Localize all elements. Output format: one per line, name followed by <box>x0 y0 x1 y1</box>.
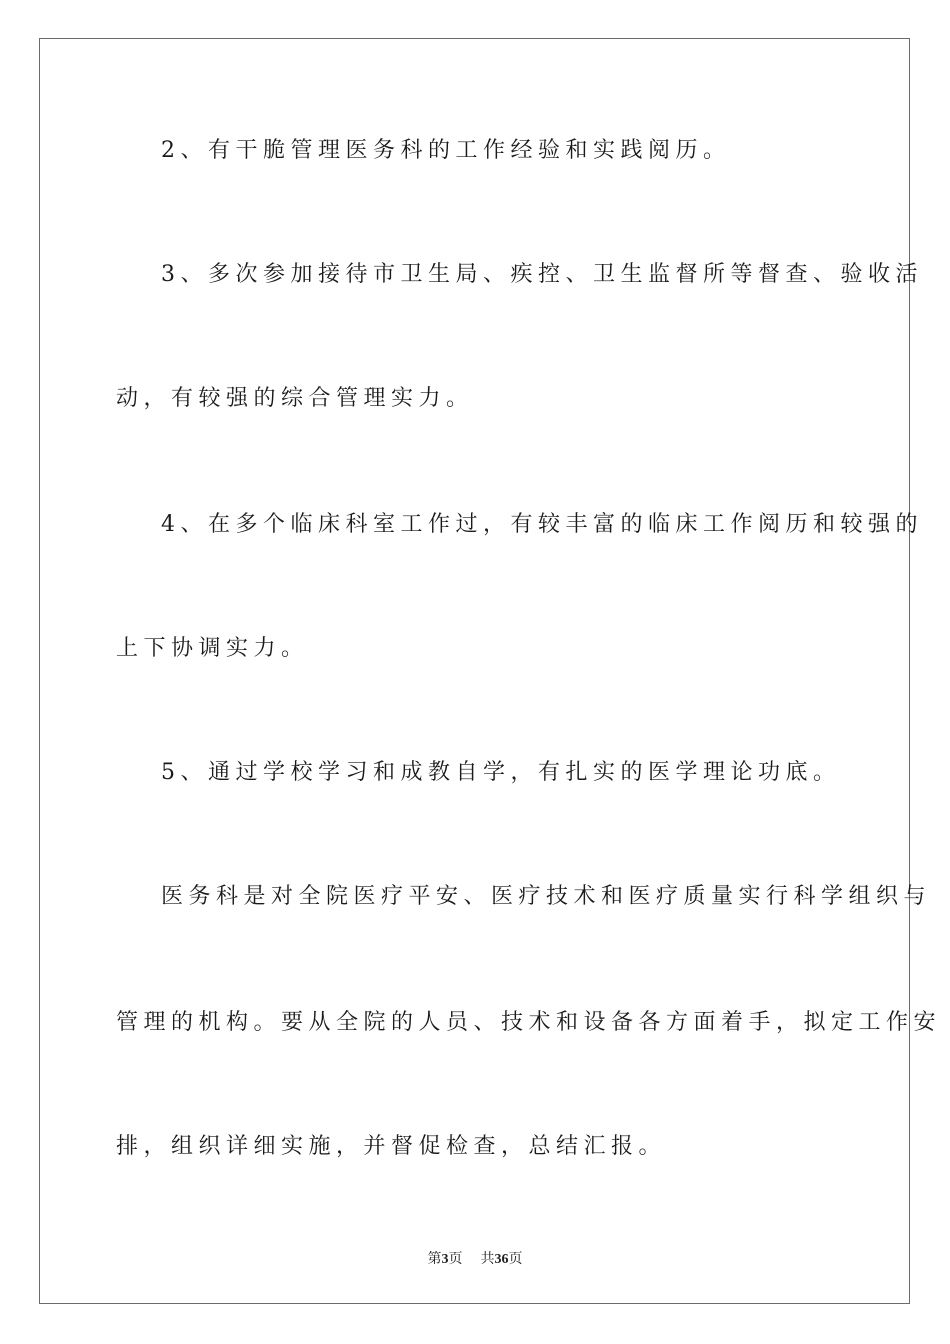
paragraph-line: 上下协调实力。 <box>116 636 309 661</box>
page-border <box>39 38 942 1304</box>
page-total: 36 <box>494 1252 509 1267</box>
paragraph-line: 5、通过学校学习和成教自学，有扎实的医学理论功底。 <box>161 760 841 785</box>
paragraph-line: 动，有较强的综合管理实力。 <box>116 386 474 411</box>
page-current: 3 <box>441 1252 449 1267</box>
paragraph-line: 2、有干脆管理医务科的工作经验和实践阅历。 <box>161 138 731 163</box>
page-suffix: 页 <box>448 1252 463 1267</box>
page-footer <box>0 1248 950 1268</box>
paragraph-line: 3、多次参加接待市卫生局、疾控、卫生监督所等督查、验收活 <box>161 262 923 287</box>
paragraph-line: 医务科是对全院医疗平安、医疗技术和医疗质量实行科学组织与 <box>161 884 932 909</box>
total-suffix: 页 <box>508 1252 523 1267</box>
total-prefix: 共 <box>480 1252 495 1267</box>
paragraph-line: 管理的机构。要从全院的人员、技术和设备各方面着手，拟定工作安 <box>116 1010 942 1035</box>
paragraph-line: 排，组织详细实施，并督促检查，总结汇报。 <box>116 1134 667 1159</box>
page-prefix: 第 <box>427 1252 442 1267</box>
paragraph-line: 4、在多个临床科室工作过，有较丰富的临床工作阅历和较强的 <box>161 512 923 537</box>
